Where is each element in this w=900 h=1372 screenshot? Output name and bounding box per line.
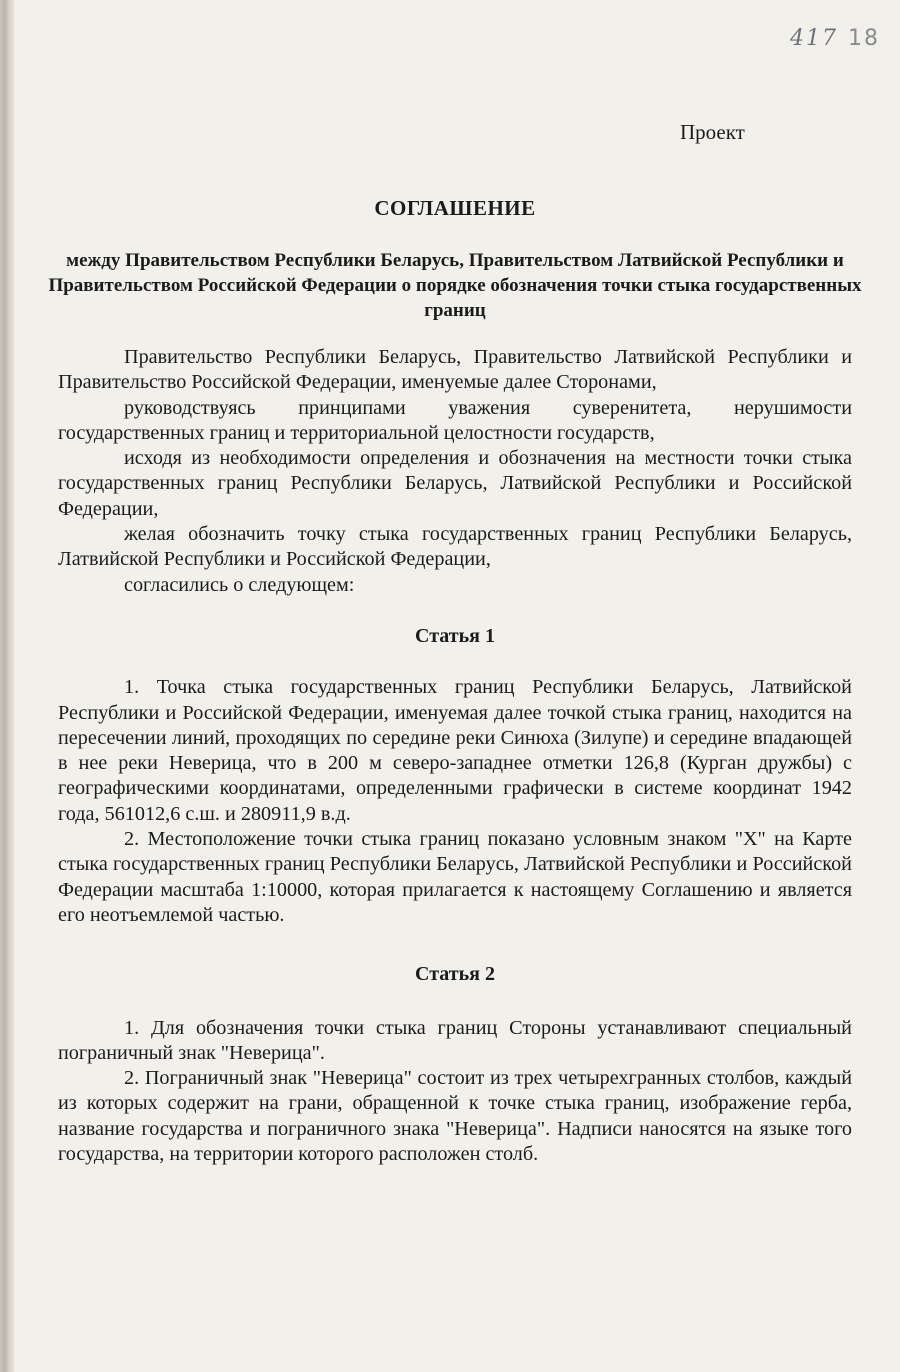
preamble-paragraph: Правительство Республики Беларусь, Правительство Латвийской Республики и Правительство Российской Федерации, именуемые далее Сторонами, [58, 346, 852, 394]
stamped-folio: 18 [848, 26, 880, 51]
folio-number [790, 26, 880, 51]
preamble-paragraph: руководствуясь принципами уважения суверенитета, нерушимости государственных границ и территориальной целостности государств, [58, 396, 852, 444]
article-1-heading: Статья 1 [415, 624, 495, 647]
article-1-paragraph: 1. Точка стыка государственных границ Республики Беларусь, Латвийской Республики и Российской Федерации, именуемая далее точкой стыка границ, находится на пересечении линий, проходящих по середине реки Синюха (Зилупе) и середине впадающей в нее реки Неверица, что в 200 м северо-западнее отметки 126,8 (Курган дружбы) с географическими координатами, определенными графически в системе координат 1942 года, 561012,6 с.ш. и 280911,9 в.д. [58, 676, 852, 825]
article-2-paragraph: 2. Пограничный знак "Неверица" состоит из трех четырехгранных столбов, каждый из которых содержит на грани, обращенной к точке стыка границ, изображение герба, название государства и пограничного знака "Неверица". Надписи наносятся на языке того государства, на территории которого расположен столб. [58, 1067, 852, 1166]
draft-label: Проект [680, 120, 745, 144]
article-2-paragraph: 1. Для обозначения точки стыка границ Стороны устанавливают специальный пограничный знак "Неверица". [58, 1016, 852, 1064]
article-1-paragraph: 2. Местоположение точки стыка границ показано условным знаком "X" на Карте стыка государственных границ Республики Беларусь, Латвийской Республики и Российской Федерации масштаба 1:10000, которая прилагается к настоящему Соглашению и является его неотъемлемой частью. [58, 828, 852, 926]
document-body [58, 345, 852, 1167]
preamble-paragraph: желая обозначить точку стыка государственных границ Республики Беларусь, Латвийской Республики и Российской Федерации, [58, 523, 852, 571]
article-2-heading: Статья 2 [415, 963, 495, 986]
document-title: СОГЛАШЕНИЕ [374, 196, 536, 220]
document-subtitle: между Правительством Республики Беларусь, Правительством Латвийской Республики и Правительством Российской Федерации о порядке обозначения точки стыка государственных границ [48, 250, 862, 321]
handwritten-folio: 417 [790, 26, 838, 51]
preamble-paragraph: согласились о следующем: [124, 573, 355, 596]
preamble-paragraph: исходя из необходимости определения и обозначения на местности точки стыка государственных границ Республики Беларусь, Латвийской Республики и Российской Федерации, [58, 447, 852, 520]
